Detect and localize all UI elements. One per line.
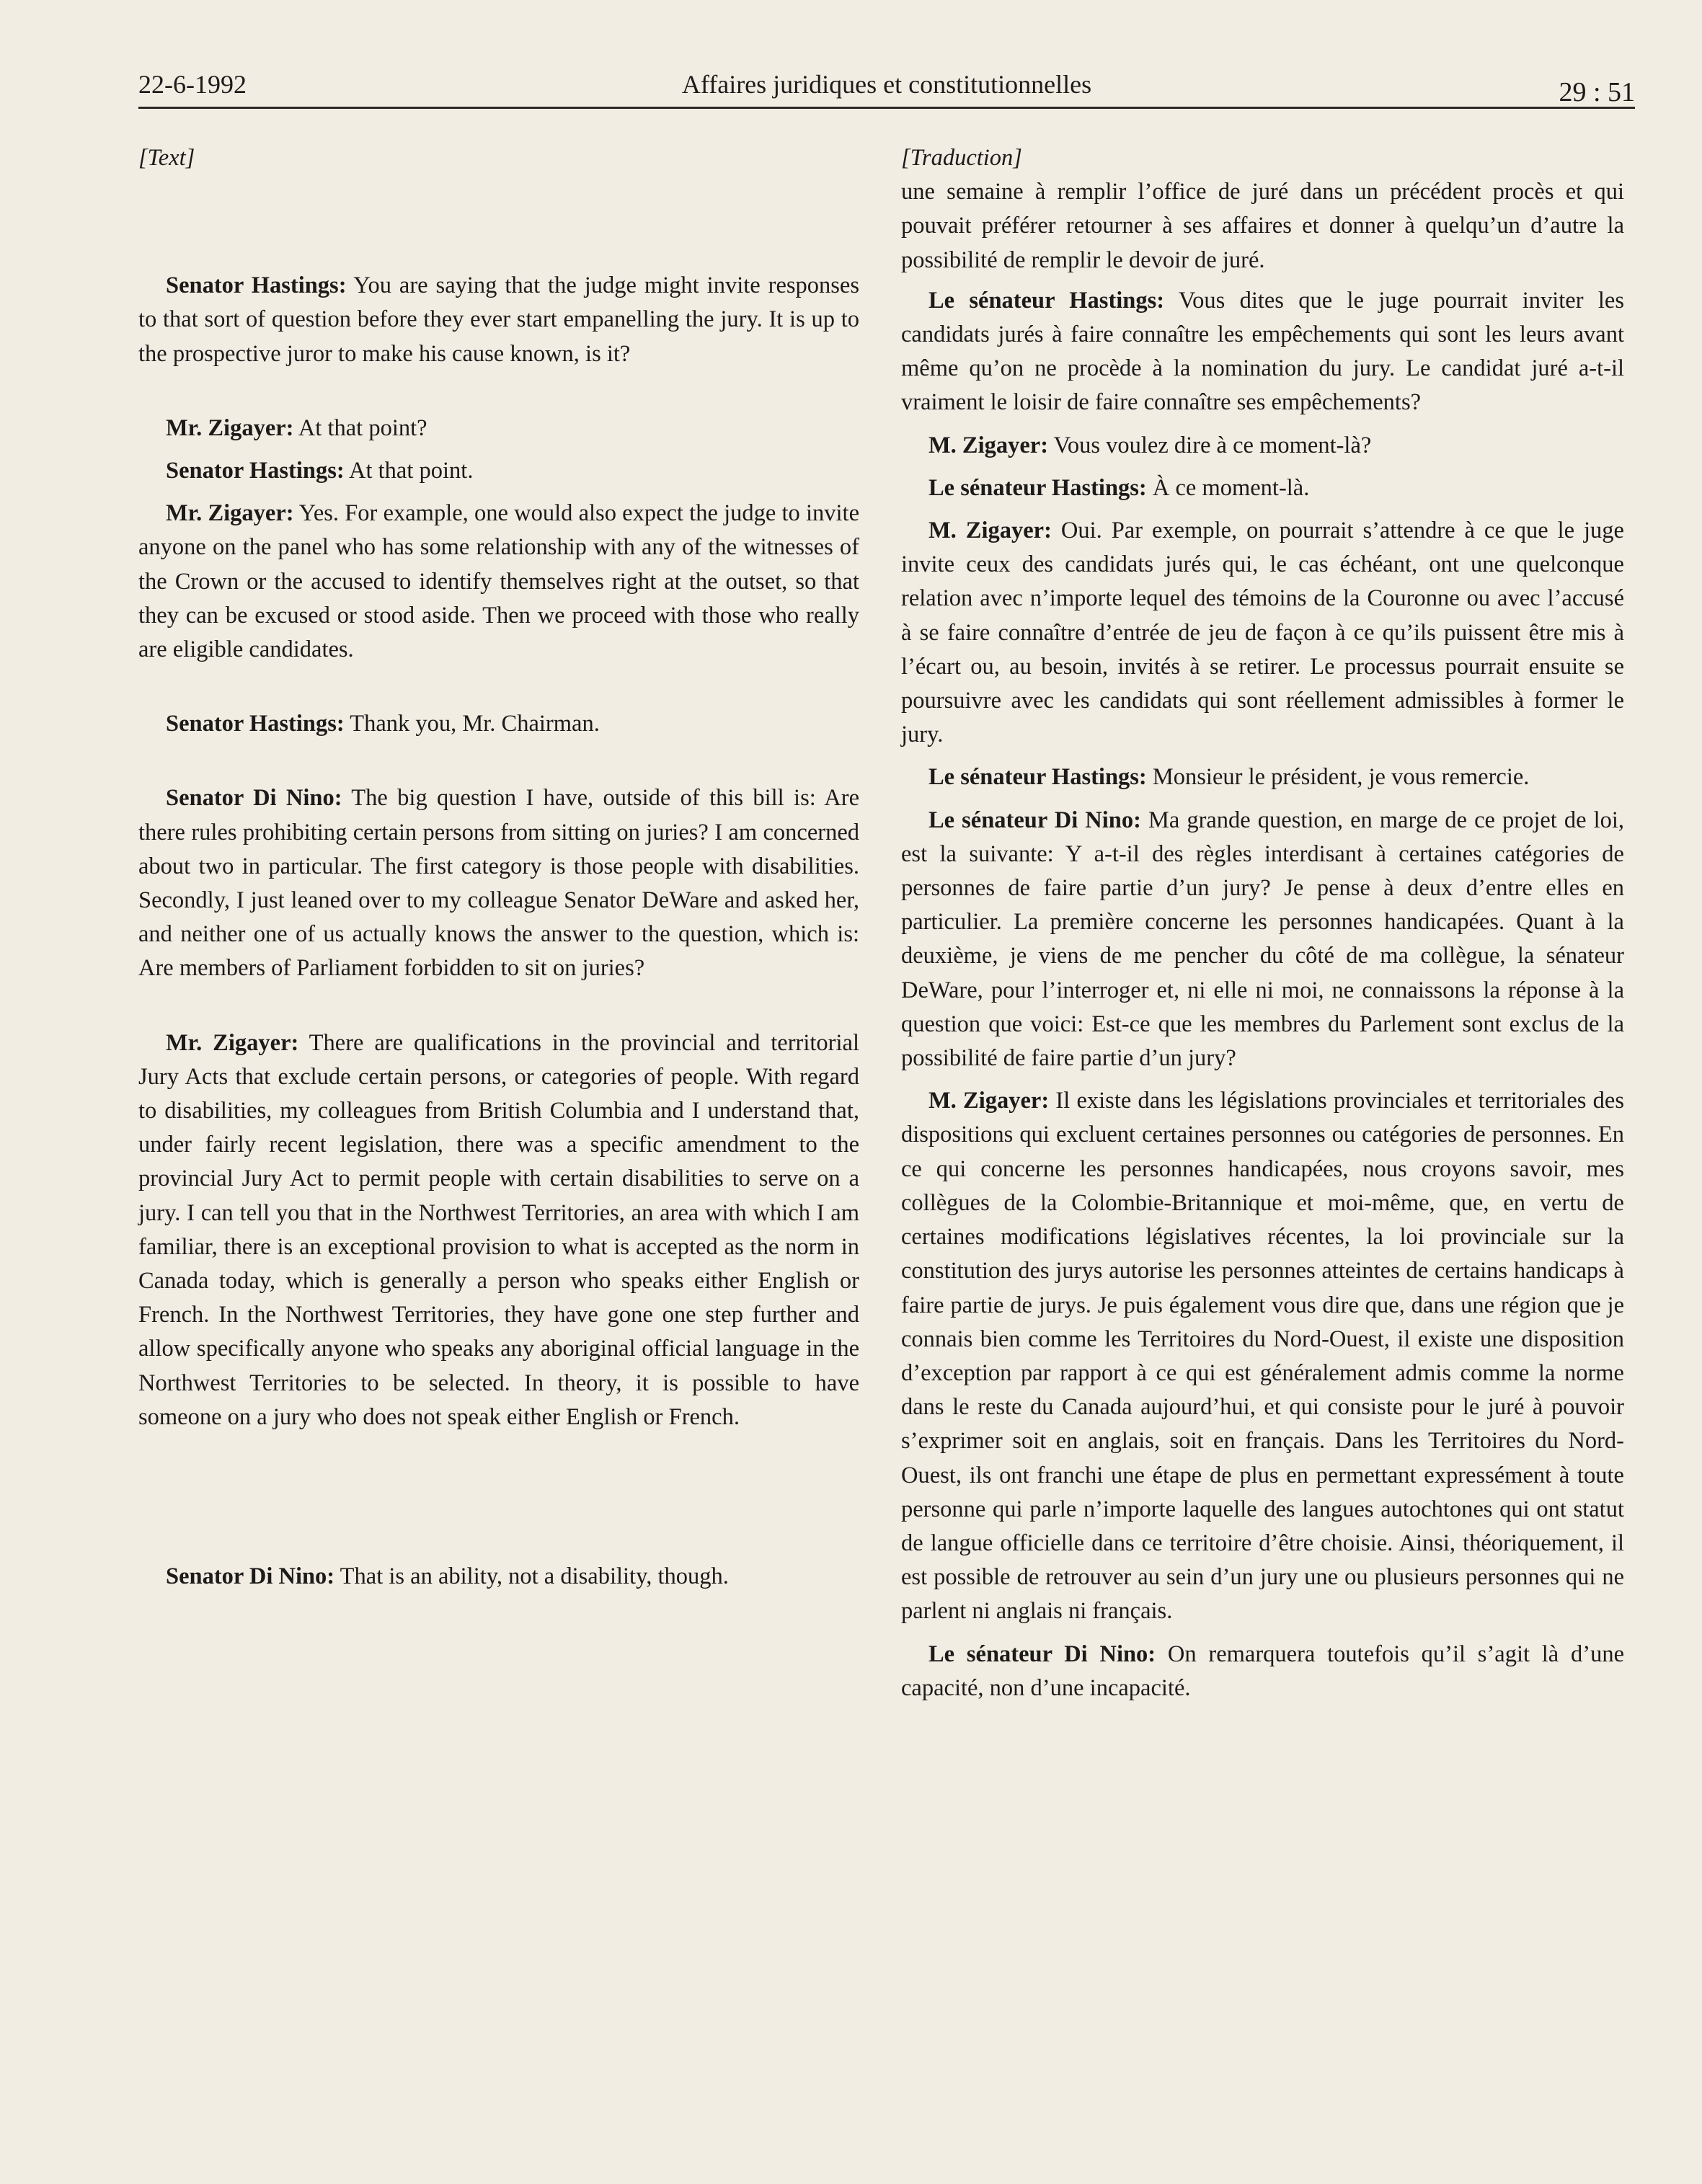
speaker-name: M. Zigayer: (928, 1088, 1050, 1114)
speech-paragraph (138, 781, 859, 985)
speaker-name: Senator Di Nino: (166, 785, 342, 812)
speaker-name: Mr. Zigayer: (166, 1029, 299, 1056)
column-label-text: [Text] (138, 145, 195, 171)
speech-text: Yes. For example, one would also expect the judge to invite anyone on the panel who has some relationship with any of the witnesses of the Crown or the accused to identify themselves right at the outset, so that they can be excused or stood aside. Then we proceed with those who really are eligible candidates. (138, 500, 860, 663)
header-date: 22-6-1992 (138, 70, 247, 99)
speech-text: À ce moment-là. (1146, 474, 1310, 501)
speaker-name: M. Zigayer: (928, 432, 1049, 458)
speech-text: At that point? (293, 414, 427, 441)
speech-paragraph (138, 454, 859, 488)
header-page-number: 29 : 51 (1559, 77, 1635, 107)
speech-paragraph (901, 1638, 1624, 1705)
speech-text: At that point. (344, 458, 474, 484)
speaker-name: Le sénateur Hastings: (928, 474, 1147, 501)
speaker-name: Le sénateur Hastings: (928, 287, 1165, 314)
speech-paragraph (138, 269, 859, 371)
speech-text: Vous voulez dire à ce moment-là? (1048, 432, 1372, 458)
speech-paragraph (901, 471, 1624, 505)
continuation-paragraph: une semaine à remplir l’office de juré dans un précédent procès et qui pouvait préférer retourner à ses affaires et donner à quelqu’un d’autre la possibilité de remplir le devoir de juré. (901, 179, 1624, 273)
header-title: Affaires juridiques et constitutionnelles (681, 70, 1092, 99)
speech-text: The big question I have, outside of this bill is: Are there rules prohibiting certain persons from sitting on juries? I am concerned about two in particular. The first category is those people with disabilities. Secondly, I just leaned over to my colleague Senator DeWare and asked her, and neither one of us actually knows the answer to the question, which is: Are members of Parliament forbidden to sit on juries? (138, 785, 860, 982)
speaker-name: Senator Hastings: (166, 711, 345, 737)
speech-text: Thank you, Mr. Chairman. (344, 711, 600, 737)
page-header (138, 69, 1635, 112)
speech-text: Monsieur le président, je vous remercie. (1146, 764, 1530, 791)
speech-text: Vous dites que le juge pourrait inviter les candidats jurés à faire connaître les empêchements qui sont les leurs avant même qu’on ne procède à la nomination du jury. Le candidat juré a-t-il vraiment le loisir de faire connaître ses empêchements? (901, 287, 1624, 416)
header-rule (138, 107, 1635, 109)
speech-text: That is an ability, not a disability, though. (334, 1563, 729, 1590)
speech-text: Oui. Par exemple, on pourrait s’attendre à ce que le juge invite ceux des candidats jurés qui, le cas échéant, ont une quelconque relation avec n’importe lequel des témoins de la Couronne ou avec l’accusé à se faire connaître d’entrée de jeu de façon à ce qu’ils puissent être mis à l’écart ou, au besoin, invités à se retirer. Le processus pourrait ensuite se poursuivre avec les candidats qui sont réellement admissibles à former le jury. (901, 518, 1624, 748)
speaker-name: Senator Di Nino: (166, 1563, 335, 1590)
speaker-name: Le sénateur Hastings: (928, 764, 1147, 791)
speaker-name: Mr. Zigayer: (166, 500, 294, 527)
french-column (901, 141, 1624, 1705)
speech-paragraph (138, 1560, 859, 1594)
speech-paragraph (138, 707, 859, 741)
speech-paragraph (901, 804, 1624, 1076)
speech-paragraph (138, 1026, 859, 1434)
column-label-traduction: [Traduction] (901, 145, 1022, 171)
speaker-name: Mr. Zigayer: (166, 414, 294, 441)
speech-text: You are saying that the judge might invite responses to that sort of question before they ever start empanelling the jury. It is up to the prospective juror to make his cause known, is it? (138, 272, 859, 367)
speaker-name: Le sénateur Di Nino: (928, 807, 1141, 833)
speaker-name: Senator Hastings: (166, 272, 347, 299)
english-column (138, 141, 859, 1594)
speech-text: Il existe dans les législations provinciales et territoriales des dispositions qui excluent certaines personnes ou catégories de personnes. En ce qui concerne les personnes handicapées, nous croyons savoir, mes collègues de la Colombie-Britannique et moi-même, que, en vertu de certaines modifications législatives récentes, la loi provinciale sur la constitution des jurys autorise les personnes atteintes de certains handicaps à faire partie de jurys. Je puis également vous dire que, dans une région que je connais bien comme les Territoires du Nord-Ouest, il existe une disposition d’exception par rapport à ce qui est généralement admis comme la norme dans le reste du Canada aujourd’hui, et qui consiste pour le juré à pouvoir s’exprimer soit en anglais, soit en français. Dans les Territoires du Nord-Ouest, ils ont franchi une étape de plus en permettant expressément à toute personne qui parle n’importe laquelle des langues autochtones qui ont statut de langue officielle dans ce territoire d’être choisie. Ainsi, théoriquement, il est possible de retrouver au sein d’un jury une ou plusieurs personnes qui ne parlent ni anglais ni français. (901, 1088, 1625, 1625)
speech-paragraph (138, 497, 859, 667)
speech-paragraph (901, 284, 1624, 420)
speech-text: Ma grande question, en marge de ce projet de loi, est la suivante: Y a-t-il des règles interdisant à certaines catégories de personnes de faire partie d’un jury? Je pense à deux d’entre elles en particulier. La première concerne les personnes handicapées. Quant à la deuxième, je viens de me pencher du côté de ma collègue, la sénateur DeWare, pour l’interroger et, ni elle ni moi, ne connaissons la réponse à la question que voici: Est-ce que les membres du Parlement sont exclus de la possibilité de faire partie d’un jury? (901, 807, 1625, 1072)
speech-paragraph (901, 760, 1624, 794)
speaker-name: Le sénateur Di Nino: (928, 1641, 1156, 1667)
speaker-name: Senator Hastings: (166, 458, 345, 484)
speaker-name: M. Zigayer: (928, 518, 1052, 544)
speech-text: On remarquera toutefois qu’il s’agit là d’une capacité, non d’une incapacité. (901, 1641, 1624, 1701)
speech-paragraph (901, 429, 1624, 463)
speech-paragraph (901, 514, 1624, 752)
speech-paragraph (138, 412, 859, 445)
speech-paragraph (901, 1084, 1624, 1628)
speech-text: There are qualifications in the provincial and territorial Jury Acts that exclude certain persons, or categories of people. With regard to disabilities, my colleagues from British Columbia and I understand that, under fairly recent legislation, there was a specific amendment to the provincial Jury Act to permit people with certain disabilities to serve on a jury. I can tell you that in the Northwest Territories, an area with which I am familiar, there is an exceptional provision to what is accepted as the norm in Canada today, which is generally a person who speaks either English or French. In the Northwest Territories, they have gone one step further and allow specifically anyone who speaks any aboriginal official language in the Northwest Territories to be selected. In theory, it is possible to have someone on a jury who does not speak either English or French. (138, 1029, 859, 1430)
